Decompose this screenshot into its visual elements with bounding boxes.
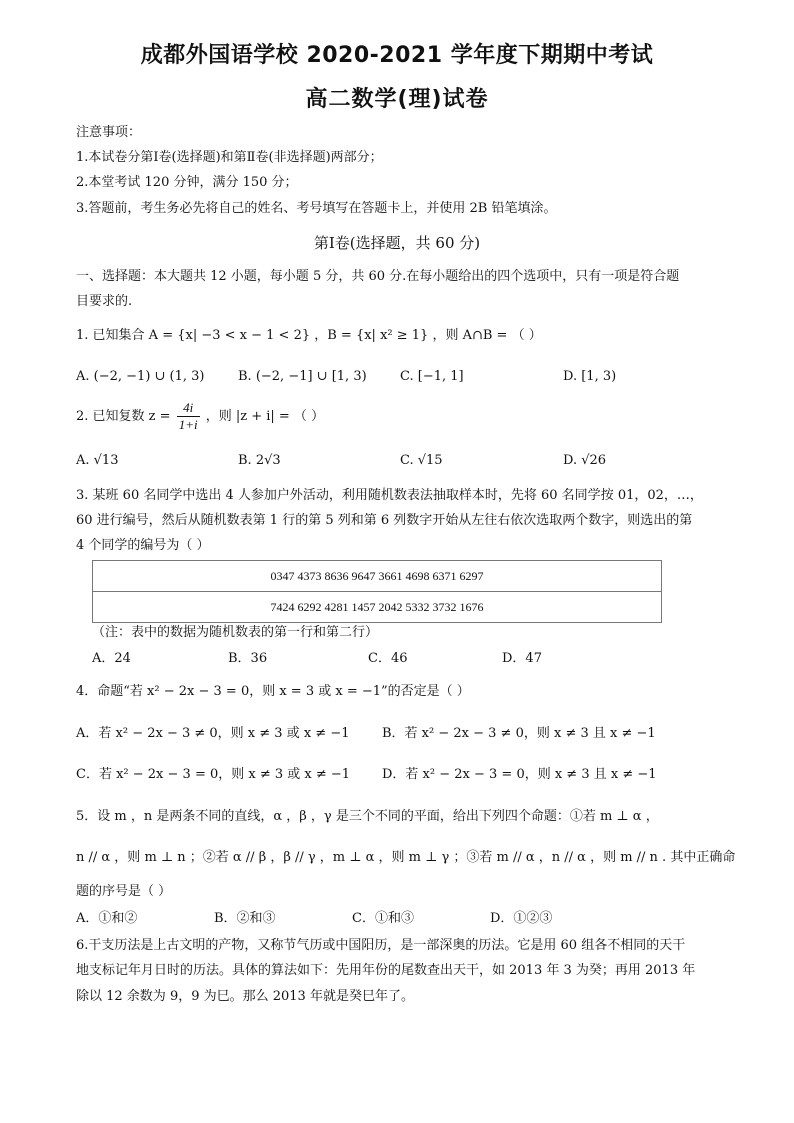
question-5-option-a: A．①和② bbox=[76, 911, 138, 926]
question-6-line: 地支标记年月日时的历法。具体的算法如下：先用年份的尾数查出天干，如 2013 年 3 为癸；再用 2013 年 bbox=[76, 963, 696, 978]
question-3-option-c: C．46 bbox=[368, 651, 408, 666]
question-3-option-a: A．24 bbox=[92, 651, 131, 666]
question-5-option-b: B．②和③ bbox=[214, 911, 276, 926]
question-1-option-a: A. (−2, −1) ∪ (1, 3) bbox=[76, 369, 205, 384]
question-4-text: 4．命题“若 x² − 2x − 3 = 0，则 x = 3 或 x = −1”的否定是（ ） bbox=[76, 684, 470, 699]
table-row bbox=[93, 561, 662, 592]
question-3-line: 3. 某班 60 名同学中选出 4 人参加户外活动，利用随机数表法抽取样本时，先将 60 名同学按 01，02，…， bbox=[76, 488, 703, 503]
question-1-option-b: B. (−2, −1] ∪ [1, 3) bbox=[238, 369, 367, 384]
question-2-option-c: C. √15 bbox=[400, 453, 443, 468]
question-2-prefix: 2. 已知复数 z = bbox=[76, 409, 171, 424]
question-5-line: n // α ，则 m ⊥ n ；②若 α // β ，β // γ ，m ⊥ α ，则 m ⊥ γ ；③若 m // α ，n // α ，则 m // n . 其中正确命 bbox=[76, 850, 736, 865]
question-5-line: 题的序号是（ ） bbox=[76, 884, 172, 899]
question-2-option-d: D. √26 bbox=[563, 453, 607, 468]
fraction-denominator: 1+i bbox=[178, 417, 198, 432]
fraction-numerator: 4i bbox=[177, 400, 200, 417]
random-number-table bbox=[92, 560, 662, 623]
table-note: （注：表中的数据为随机数表的第一行和第二行） bbox=[92, 625, 379, 640]
question-6-line: 除以 12 余数为 9，9 为巳。那么 2013 年就是癸巳年了。 bbox=[76, 989, 414, 1004]
question-2-suffix: ，则 |z + i| = （ ） bbox=[205, 409, 325, 424]
exam-subtitle: 高二数学(理)试卷 bbox=[305, 87, 489, 112]
question-3-option-d: D．47 bbox=[502, 651, 542, 666]
table-cell: 7424 6292 4281 1457 2042 5332 3732 1676 bbox=[93, 592, 662, 623]
question-4-option-d: D．若 x² − 2x − 3 = 0，则 x ≠ 3 且 x ≠ −1 bbox=[382, 767, 657, 782]
notes-heading: 注意事项： bbox=[76, 125, 142, 140]
question-3-line: 4 个同学的编号为（ ） bbox=[76, 538, 210, 553]
note-item: 3.答题前，考生务必先将自己的姓名、考号填写在答题卡上，并使用 2B 铅笔填涂。 bbox=[76, 201, 557, 216]
note-item: 1.本试卷分第Ⅰ卷(选择题)和第Ⅱ卷(非选择题)两部分； bbox=[76, 150, 383, 165]
section-heading: 第Ⅰ卷(选择题，共 60 分) bbox=[313, 234, 481, 252]
question-6-line: 6.干支历法是上古文明的产物，又称节气历或中国阳历，是一部深奥的历法。它是用 60 组各不相同的天干 bbox=[76, 938, 686, 953]
question-3-line: 60 进行编号，然后从随机数表第 1 行的第 5 列和第 6 列数字开始从左往右依次选取两个数字，则选出的第 bbox=[76, 513, 693, 528]
question-4-option-c: C．若 x² − 2x − 3 = 0，则 x ≠ 3 或 x ≠ −1 bbox=[76, 767, 351, 782]
question-4-option-b: B．若 x² − 2x − 3 ≠ 0，则 x ≠ 3 且 x ≠ −1 bbox=[382, 726, 656, 741]
table-row bbox=[93, 592, 662, 623]
fraction bbox=[177, 400, 200, 433]
question-2-option-b: B. 2√3 bbox=[238, 453, 281, 468]
table-cell: 0347 4373 8636 9647 3661 4698 6371 6297 bbox=[93, 561, 662, 592]
section-intro: 一、选择题：本大题共 12 小题，每小题 5 分，共 60 分.在每小题给出的四个选项中，只有一项是符合题 bbox=[76, 269, 680, 284]
question-4-option-a: A．若 x² − 2x − 3 ≠ 0，则 x ≠ 3 或 x ≠ −1 bbox=[76, 726, 350, 741]
section-intro: 目要求的. bbox=[76, 294, 133, 309]
question-1-text: 1. 已知集合 A = {x| −3 < x − 1 < 2} ，B = {x| x² ≥ 1} ，则 A∩B = （ ） bbox=[76, 328, 542, 343]
question-5-line: 5．设 m ，n 是两条不同的直线，α ，β ，γ 是三个不同的平面，给出下列四个命题：①若 m ⊥ α ， bbox=[76, 809, 659, 824]
question-2-text bbox=[76, 397, 324, 437]
question-5-option-d: D．①②③ bbox=[490, 911, 553, 926]
question-1-option-c: C. [−1, 1] bbox=[400, 369, 464, 384]
exam-title: 成都外国语学校 2020-2021 学年度下期期中考试 bbox=[140, 43, 654, 68]
question-3-option-b: B．36 bbox=[228, 651, 268, 666]
question-2-option-a: A. √13 bbox=[76, 453, 119, 468]
question-1-option-d: D. [1, 3) bbox=[563, 369, 617, 384]
question-5-option-c: C．①和③ bbox=[352, 911, 414, 926]
note-item: 2.本堂考试 120 分钟，满分 150 分； bbox=[76, 175, 298, 190]
